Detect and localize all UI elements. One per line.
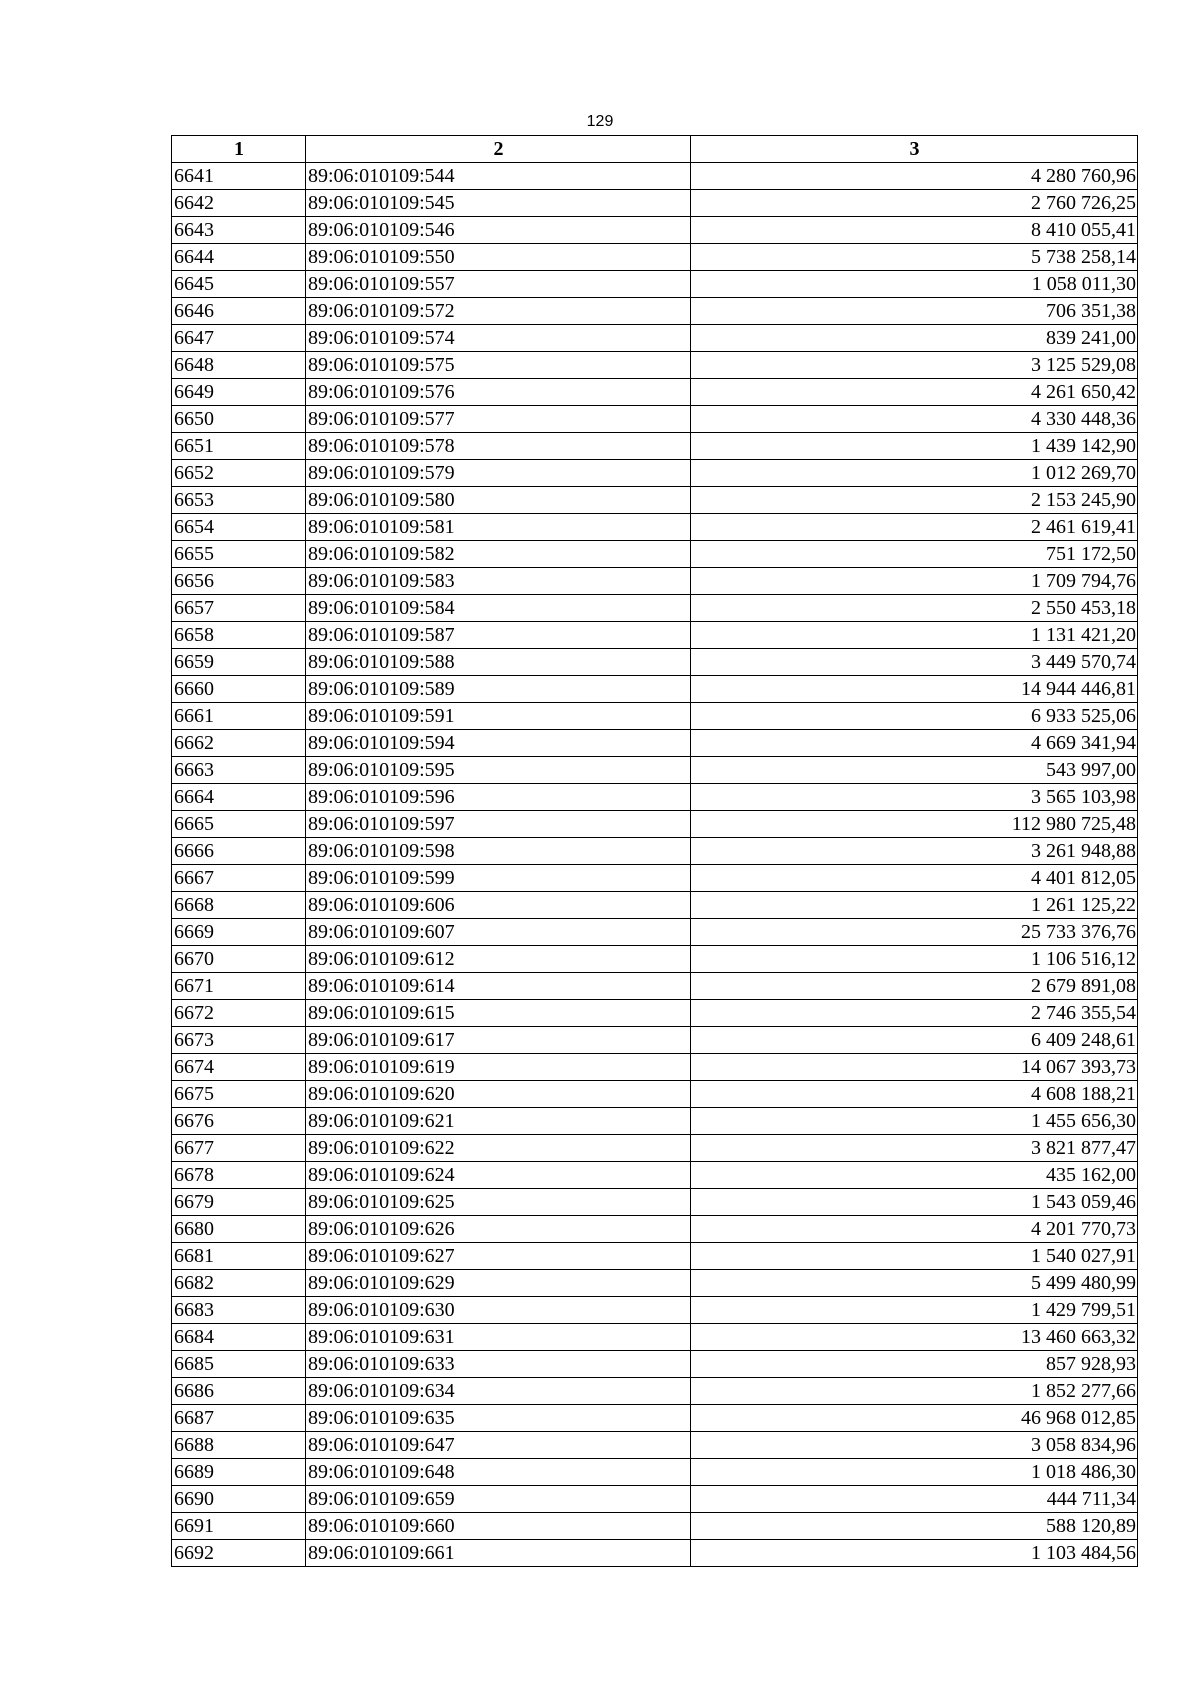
cadastral-number-cell: 89:06:010109:591 [306,703,691,730]
row-number-cell: 6641 [172,163,306,190]
row-number-cell: 6644 [172,244,306,271]
row-number-cell: 6691 [172,1513,306,1540]
row-number-cell: 6692 [172,1540,306,1567]
cadastral-number-cell: 89:06:010109:583 [306,568,691,595]
table-row [172,1459,1138,1486]
cadastral-value-cell: 857 928,93 [691,1351,1138,1378]
cadastral-number-cell: 89:06:010109:625 [306,1189,691,1216]
cadastral-value-cell: 14 067 393,73 [691,1054,1138,1081]
cadastral-number-cell: 89:06:010109:622 [306,1135,691,1162]
row-number-cell: 6679 [172,1189,306,1216]
row-number-cell: 6681 [172,1243,306,1270]
cadastral-number-cell: 89:06:010109:634 [306,1378,691,1405]
cadastral-value-cell: 3 058 834,96 [691,1432,1138,1459]
cadastral-number-cell: 89:06:010109:621 [306,1108,691,1135]
cadastral-number-cell: 89:06:010109:595 [306,757,691,784]
cadastral-value-table [171,135,1138,1567]
row-number-cell: 6688 [172,1432,306,1459]
table-row [172,757,1138,784]
column-header-1: 1 [172,136,306,163]
cadastral-value-cell: 8 410 055,41 [691,217,1138,244]
row-number-cell: 6646 [172,298,306,325]
table-row [172,244,1138,271]
cadastral-value-cell: 2 461 619,41 [691,514,1138,541]
cadastral-number-cell: 89:06:010109:578 [306,433,691,460]
table-row [172,298,1138,325]
cadastral-value-cell: 1 106 516,12 [691,946,1138,973]
table-row [172,271,1138,298]
row-number-cell: 6649 [172,379,306,406]
cadastral-number-cell: 89:06:010109:597 [306,811,691,838]
table-body [172,163,1138,1567]
row-number-cell: 6657 [172,595,306,622]
cadastral-number-cell: 89:06:010109:661 [306,1540,691,1567]
table-row [172,1486,1138,1513]
cadastral-value-cell: 2 679 891,08 [691,973,1138,1000]
cadastral-value-cell: 543 997,00 [691,757,1138,784]
cadastral-number-cell: 89:06:010109:580 [306,487,691,514]
cadastral-value-cell: 4 201 770,73 [691,1216,1138,1243]
cadastral-value-cell: 1 058 011,30 [691,271,1138,298]
cadastral-number-cell: 89:06:010109:581 [306,514,691,541]
table-row [172,838,1138,865]
page-number: 129 [586,113,614,130]
cadastral-value-cell: 1 012 269,70 [691,460,1138,487]
cadastral-value-cell: 4 280 760,96 [691,163,1138,190]
cadastral-value-cell: 1 018 486,30 [691,1459,1138,1486]
table-row [172,649,1138,676]
cadastral-number-cell: 89:06:010109:582 [306,541,691,568]
table-row [172,784,1138,811]
row-number-cell: 6671 [172,973,306,1000]
row-number-cell: 6684 [172,1324,306,1351]
row-number-cell: 6650 [172,406,306,433]
table-row [172,1108,1138,1135]
cadastral-number-cell: 89:06:010109:575 [306,352,691,379]
cadastral-number-cell: 89:06:010109:617 [306,1027,691,1054]
row-number-cell: 6656 [172,568,306,595]
cadastral-value-cell: 25 733 376,76 [691,919,1138,946]
table-row [172,730,1138,757]
table-header-row [172,136,1138,163]
cadastral-number-cell: 89:06:010109:629 [306,1270,691,1297]
cadastral-value-cell: 2 153 245,90 [691,487,1138,514]
cadastral-number-cell: 89:06:010109:598 [306,838,691,865]
row-number-cell: 6643 [172,217,306,244]
cadastral-number-cell: 89:06:010109:572 [306,298,691,325]
cadastral-number-cell: 89:06:010109:596 [306,784,691,811]
cadastral-value-cell: 3 261 948,88 [691,838,1138,865]
cadastral-number-cell: 89:06:010109:545 [306,190,691,217]
table-row [172,1081,1138,1108]
cadastral-value-cell: 4 669 341,94 [691,730,1138,757]
column-header-3: 3 [691,136,1138,163]
cadastral-value-cell: 4 608 188,21 [691,1081,1138,1108]
row-number-cell: 6672 [172,1000,306,1027]
row-number-cell: 6666 [172,838,306,865]
cadastral-number-cell: 89:06:010109:614 [306,973,691,1000]
row-number-cell: 6653 [172,487,306,514]
row-number-cell: 6676 [172,1108,306,1135]
cadastral-number-cell: 89:06:010109:588 [306,649,691,676]
table-row [172,190,1138,217]
cadastral-number-cell: 89:06:010109:557 [306,271,691,298]
cadastral-number-cell: 89:06:010109:615 [306,1000,691,1027]
table-row [172,1189,1138,1216]
table-row [172,1378,1138,1405]
table-row [172,1243,1138,1270]
row-number-cell: 6665 [172,811,306,838]
cadastral-number-cell: 89:06:010109:577 [306,406,691,433]
table-row [172,865,1138,892]
cadastral-number-cell: 89:06:010109:627 [306,1243,691,1270]
cadastral-number-cell: 89:06:010109:624 [306,1162,691,1189]
row-number-cell: 6669 [172,919,306,946]
cadastral-number-cell: 89:06:010109:620 [306,1081,691,1108]
row-number-cell: 6682 [172,1270,306,1297]
cadastral-number-cell: 89:06:010109:635 [306,1405,691,1432]
cadastral-value-cell: 6 933 525,06 [691,703,1138,730]
table-row [172,1351,1138,1378]
cadastral-value-cell: 3 565 103,98 [691,784,1138,811]
row-number-cell: 6651 [172,433,306,460]
table-row [172,1000,1138,1027]
row-number-cell: 6654 [172,514,306,541]
cadastral-value-cell: 4 401 812,05 [691,865,1138,892]
cadastral-value-cell: 1 429 799,51 [691,1297,1138,1324]
cadastral-number-cell: 89:06:010109:612 [306,946,691,973]
table-row [172,325,1138,352]
row-number-cell: 6680 [172,1216,306,1243]
cadastral-value-cell: 3 449 570,74 [691,649,1138,676]
table-row [172,1027,1138,1054]
row-number-cell: 6660 [172,676,306,703]
table-header [172,136,1138,163]
cadastral-number-cell: 89:06:010109:633 [306,1351,691,1378]
cadastral-value-cell: 435 162,00 [691,1162,1138,1189]
cadastral-value-cell: 4 330 448,36 [691,406,1138,433]
table-row [172,1162,1138,1189]
cadastral-number-cell: 89:06:010109:606 [306,892,691,919]
row-number-cell: 6648 [172,352,306,379]
table-row [172,1540,1138,1567]
row-number-cell: 6664 [172,784,306,811]
row-number-cell: 6658 [172,622,306,649]
table-row [172,703,1138,730]
row-number-cell: 6661 [172,703,306,730]
table-row [172,1270,1138,1297]
table-row [172,811,1138,838]
table-row [172,973,1138,1000]
cadastral-number-cell: 89:06:010109:584 [306,595,691,622]
cadastral-number-cell: 89:06:010109:589 [306,676,691,703]
table-row [172,676,1138,703]
row-number-cell: 6678 [172,1162,306,1189]
row-number-cell: 6663 [172,757,306,784]
cadastral-value-cell: 2 746 355,54 [691,1000,1138,1027]
row-number-cell: 6686 [172,1378,306,1405]
cadastral-number-cell: 89:06:010109:544 [306,163,691,190]
table-row [172,1297,1138,1324]
table-row [172,379,1138,406]
cadastral-number-cell: 89:06:010109:550 [306,244,691,271]
row-number-cell: 6687 [172,1405,306,1432]
row-number-cell: 6674 [172,1054,306,1081]
cadastral-value-cell: 3 125 529,08 [691,352,1138,379]
cadastral-value-cell: 706 351,38 [691,298,1138,325]
cadastral-value-cell: 2 550 453,18 [691,595,1138,622]
cadastral-number-cell: 89:06:010109:648 [306,1459,691,1486]
table-row [172,1216,1138,1243]
table-row [172,217,1138,244]
row-number-cell: 6690 [172,1486,306,1513]
cadastral-number-cell: 89:06:010109:647 [306,1432,691,1459]
cadastral-number-cell: 89:06:010109:587 [306,622,691,649]
table-row [172,487,1138,514]
cadastral-number-cell: 89:06:010109:619 [306,1054,691,1081]
table-row [172,433,1138,460]
cadastral-number-cell: 89:06:010109:626 [306,1216,691,1243]
row-number-cell: 6677 [172,1135,306,1162]
row-number-cell: 6683 [172,1297,306,1324]
row-number-cell: 6652 [172,460,306,487]
row-number-cell: 6673 [172,1027,306,1054]
row-number-cell: 6668 [172,892,306,919]
table-row [172,406,1138,433]
table-row [172,1513,1138,1540]
cadastral-value-cell: 839 241,00 [691,325,1138,352]
cadastral-value-cell: 4 261 650,42 [691,379,1138,406]
cadastral-value-cell: 5 499 480,99 [691,1270,1138,1297]
cadastral-value-cell: 444 711,34 [691,1486,1138,1513]
cadastral-value-cell: 1 455 656,30 [691,1108,1138,1135]
table-row [172,1432,1138,1459]
row-number-cell: 6667 [172,865,306,892]
row-number-cell: 6685 [172,1351,306,1378]
cadastral-number-cell: 89:06:010109:576 [306,379,691,406]
table-row [172,460,1138,487]
table-row [172,352,1138,379]
cadastral-value-cell: 3 821 877,47 [691,1135,1138,1162]
cadastral-value-cell: 1 540 027,91 [691,1243,1138,1270]
cadastral-number-cell: 89:06:010109:607 [306,919,691,946]
row-number-cell: 6662 [172,730,306,757]
table-row [172,541,1138,568]
cadastral-number-cell: 89:06:010109:659 [306,1486,691,1513]
cadastral-value-cell: 588 120,89 [691,1513,1138,1540]
row-number-cell: 6689 [172,1459,306,1486]
table-row [172,514,1138,541]
cadastral-value-cell: 112 980 725,48 [691,811,1138,838]
column-header-2: 2 [306,136,691,163]
cadastral-number-cell: 89:06:010109:631 [306,1324,691,1351]
cadastral-number-cell: 89:06:010109:546 [306,217,691,244]
cadastral-value-cell: 6 409 248,61 [691,1027,1138,1054]
cadastral-number-cell: 89:06:010109:579 [306,460,691,487]
cadastral-value-cell: 14 944 446,81 [691,676,1138,703]
cadastral-value-cell: 5 738 258,14 [691,244,1138,271]
row-number-cell: 6647 [172,325,306,352]
cadastral-value-cell: 751 172,50 [691,541,1138,568]
cadastral-number-cell: 89:06:010109:599 [306,865,691,892]
table-row [172,892,1138,919]
row-number-cell: 6655 [172,541,306,568]
cadastral-number-cell: 89:06:010109:574 [306,325,691,352]
table-row [172,1054,1138,1081]
table-row [172,946,1138,973]
row-number-cell: 6675 [172,1081,306,1108]
cadastral-number-cell: 89:06:010109:660 [306,1513,691,1540]
cadastral-value-cell: 1 261 125,22 [691,892,1138,919]
cadastral-value-cell: 1 439 142,90 [691,433,1138,460]
row-number-cell: 6642 [172,190,306,217]
table-row [172,1135,1138,1162]
table-row [172,163,1138,190]
cadastral-value-cell: 1 543 059,46 [691,1189,1138,1216]
table-row [172,1405,1138,1432]
row-number-cell: 6659 [172,649,306,676]
table-row [172,568,1138,595]
table-row [172,595,1138,622]
cadastral-number-cell: 89:06:010109:594 [306,730,691,757]
cadastral-value-cell: 13 460 663,32 [691,1324,1138,1351]
cadastral-number-cell: 89:06:010109:630 [306,1297,691,1324]
cadastral-value-cell: 46 968 012,85 [691,1405,1138,1432]
cadastral-value-cell: 1 131 421,20 [691,622,1138,649]
table-row [172,1324,1138,1351]
cadastral-value-cell: 2 760 726,25 [691,190,1138,217]
row-number-cell: 6645 [172,271,306,298]
cadastral-value-cell: 1 103 484,56 [691,1540,1138,1567]
row-number-cell: 6670 [172,946,306,973]
table-row [172,919,1138,946]
cadastral-value-cell: 1 852 277,66 [691,1378,1138,1405]
table-row [172,622,1138,649]
cadastral-value-cell: 1 709 794,76 [691,568,1138,595]
